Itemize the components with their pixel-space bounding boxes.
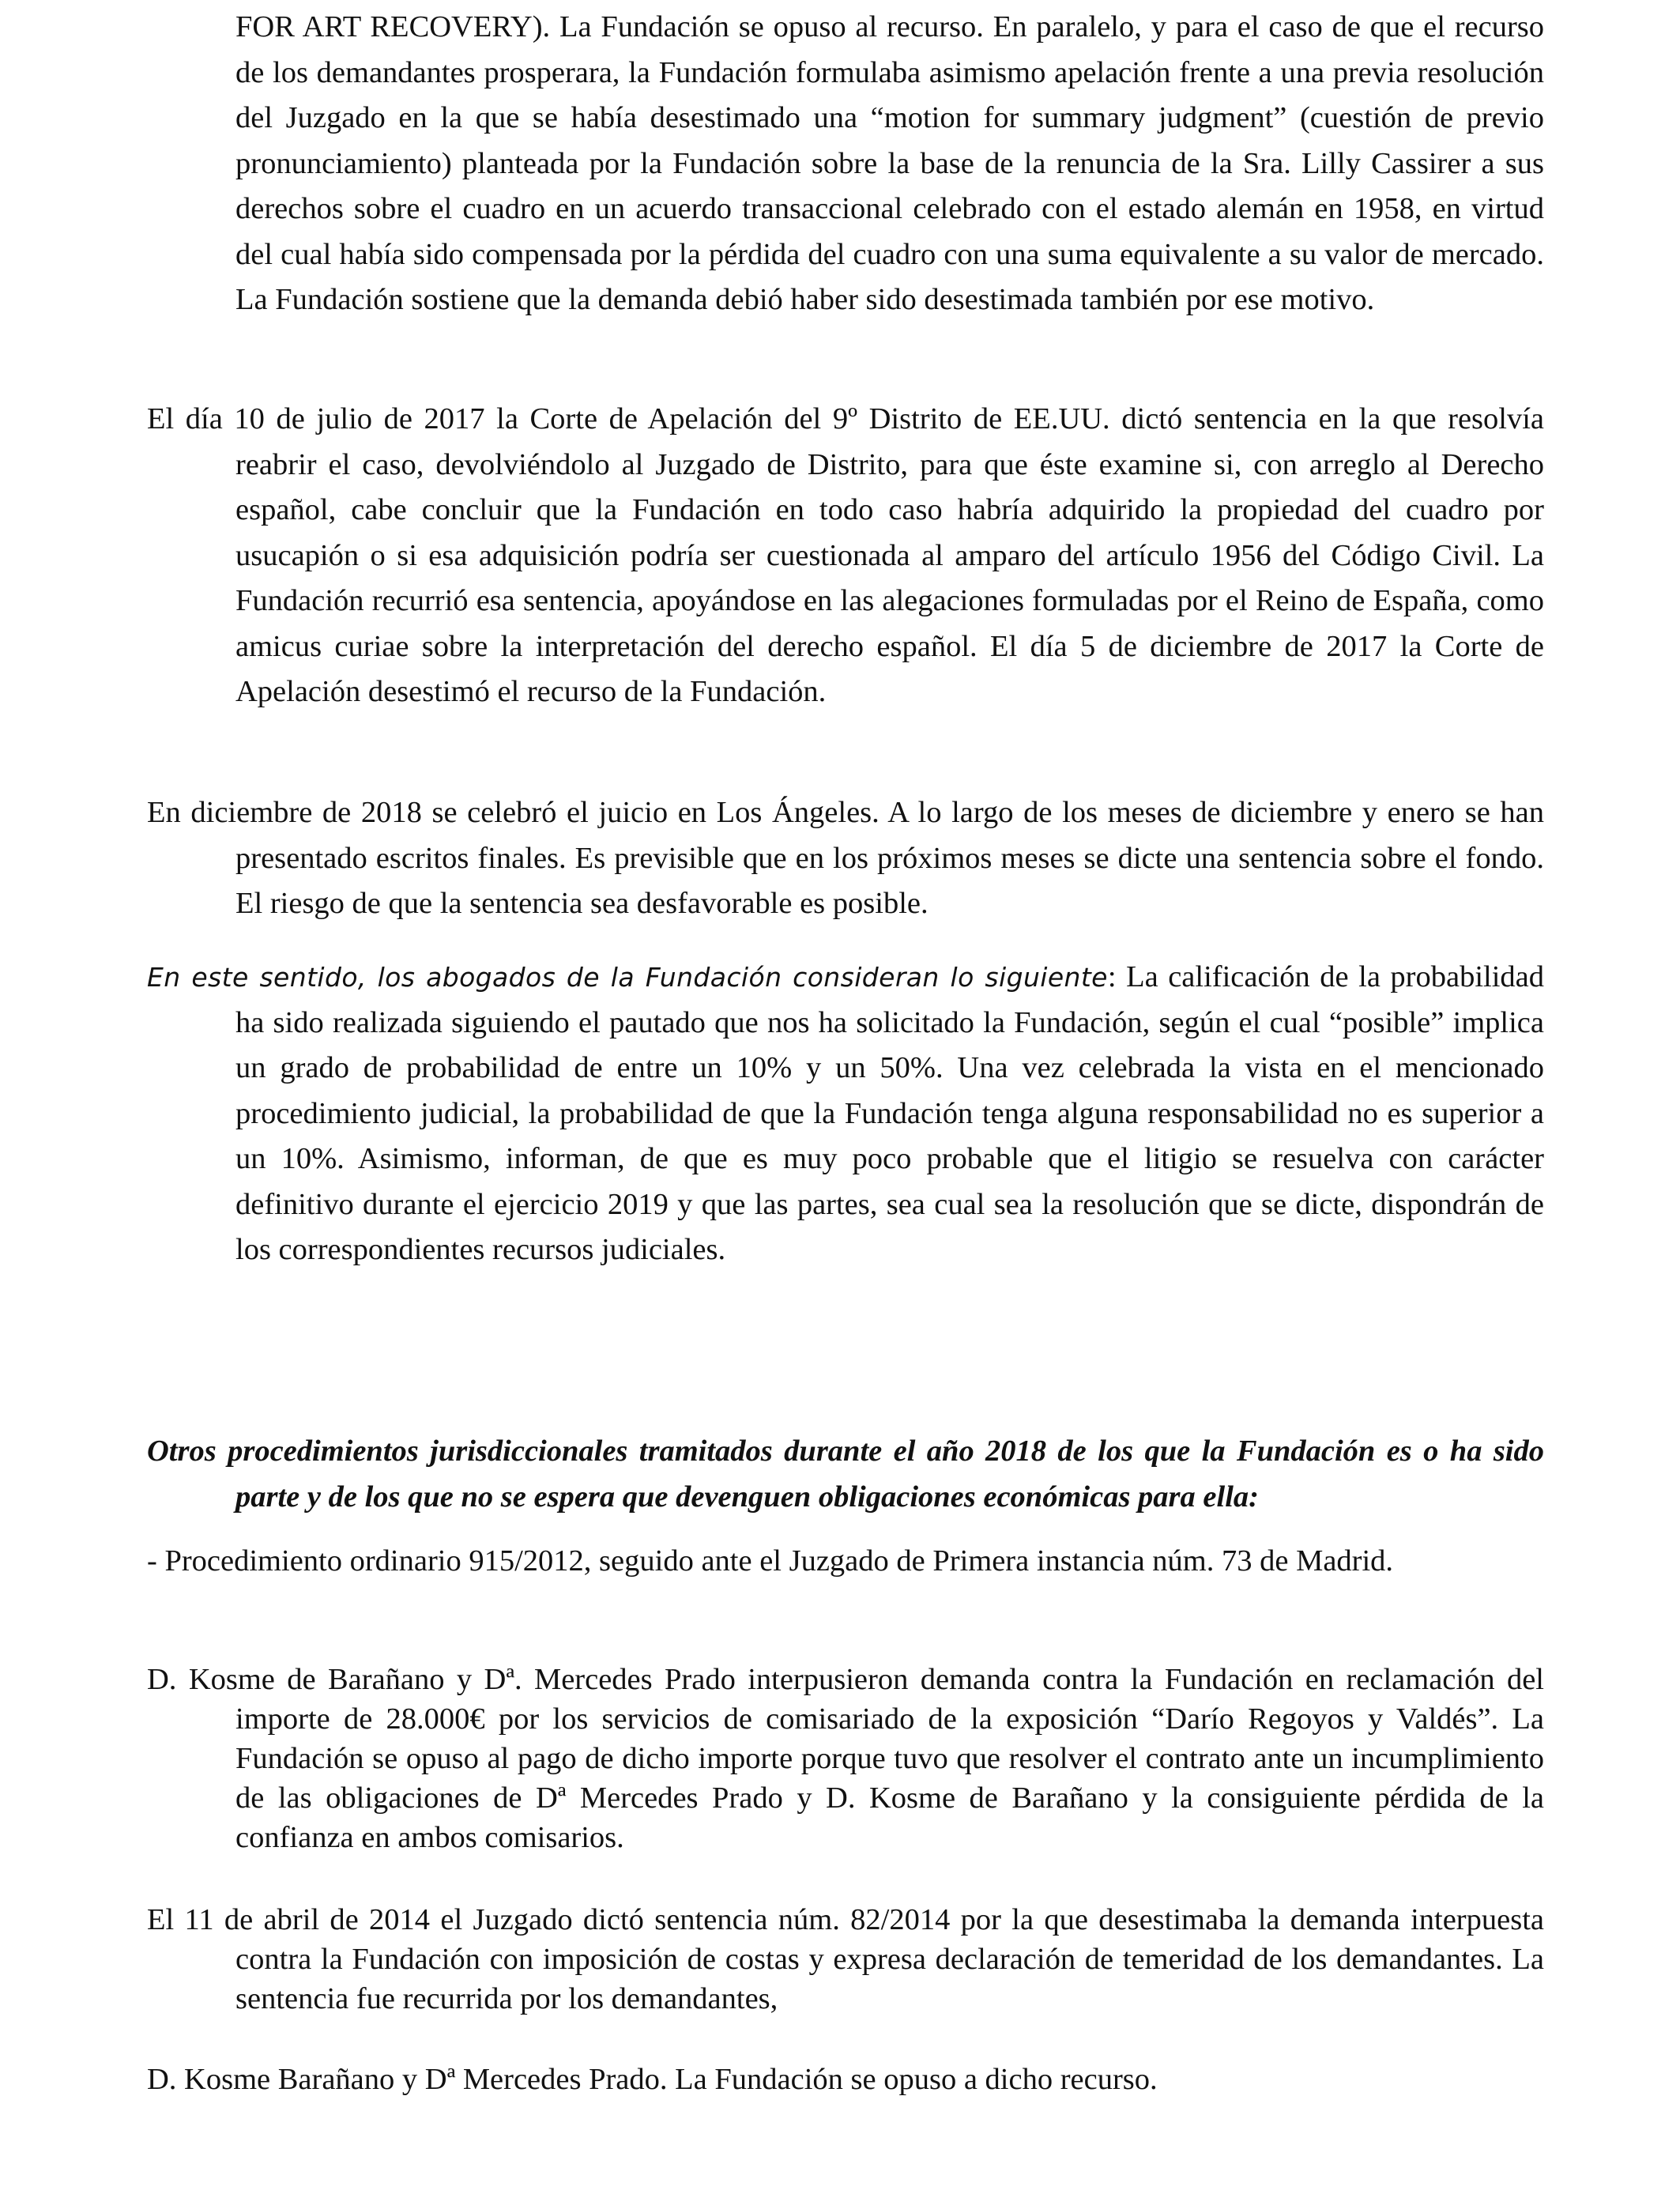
lawyers-assessment-lead: En este sentido, los abogados de la Fundación consideran lo siguiente [147,962,1108,993]
paragraph-appeal-continuation: FOR ART RECOVERY). La Fundación se opuso al recurso. En paralelo, y para el caso de que el recurso de los demandantes prosperara, la Fundación formulaba asimismo apelación frente a una previa resolución del Juzgado en la que se había desestimado una “motion for summary judgment” (cuestión de previo pronunciamiento) planteada por la Fundación sobre la base de la renuncia de la Sra. Lilly Cassirer a sus derechos sobre el cuadro en un acuerdo transaccional celebrado con el estado alemán en 1958, en virtud del cual había sido compensada por la pérdida del cuadro con una suma equivalente a su valor de mercado. La Fundación sostiene que la demanda debió haber sido desestimada también por ese motivo. [235,10,1544,316]
paragraph-court-of-appeal-ruling: El día 10 de julio de 2017 la Corte de Apelación del 9º Distrito de EE.UU. dictó sentencia en la que resolvía reabrir el caso, devolviéndolo al Juzgado de Distrito, para que éste examine si, con arreglo al Derecho español, cabe concluir que la Fundación en todo caso habría adquirido la propiedad del cuadro por usucapión o si esa adquisición podría ser cuestionada al amparo del artículo 1956 del Código Civil. La Fundación recurrió esa sentencia, apoyándose en las alegaciones formuladas por el Reino de España, como amicus curiae sobre la interpretación del derecho español. El día 5 de diciembre de 2017 la Corte de Apelación desestimó el recurso de la Fundación. [147,402,1544,708]
paragraph-ordinary-procedure: - Procedimiento ordinario 915/2012, seguido ante el Juzgado de Primera instancia núm. 73 de Madrid. [147,1544,1394,1578]
lawyers-assessment-body: : La calificación de la probabilidad ha sido realizada siguiendo el pautado que nos ha solicitado la Fundación, según el cual “posible” implica un grado de probabilidad de entre un 10% y un 50%. Una vez celebrada la vista en el mencionado procedimiento judicial, la probabilidad de que la Fundación tenga alguna responsabilidad no es superior a un 10%. Asimismo, informan, de que es muy poco probable que el litigio se resuelva con carácter definitivo durante el ejercicio 2019 y que las partes, sea cual sea la resolución que se dicte, dispondrán de los correspondientes recursos judiciales. [235,960,1545,1266]
paragraph-appeal-opposition: D. Kosme Barañano y Dª Mercedes Prado. La Fundación se opuso a dicho recurso. [147,2063,1158,2096]
section-heading-other-proceedings: Otros procedimientos jurisdiccionales tramitados durante el año 2018 de los que la Fundación es o ha sido parte y de los que no se espera que devenguen obligaciones económicas para ella: [147,1434,1544,1514]
paragraph-trial-los-angeles: En diciembre de 2018 se celebró el juicio en Los Ángeles. A lo largo de los meses de diciembre y enero se han presentado escritos finales. Es previsible que en los próximos meses se dicte una sentencia sobre el fondo. El riesgo de que la sentencia sea desfavorable es posible. [147,796,1544,920]
paragraph-claim-description: D. Kosme de Barañano y Dª. Mercedes Prado interpusieron demanda contra la Fundación en reclamación del importe de 28.000€ por los servicios de comisariado de la exposición “Darío Regoyos y Valdés”. La Fundación se opuso al pago de dicho importe porque tuvo que resolver el contrato ante un incumplimiento de las obligaciones de Dª Mercedes Prado y D. Kosme de Barañano y la consiguiente pérdida de la confianza en ambos comisarios. [147,1663,1544,1854]
paragraph-judgment-2014: El 11 de abril de 2014 el Juzgado dictó sentencia núm. 82/2014 por la que desestimaba la demanda interpuesta contra la Fundación con imposición de costas y expresa declaración de temeridad de los demandantes. La sentencia fue recurrida por los demandantes, [147,1903,1544,2015]
paragraph-lawyers-assessment [147,955,1544,1273]
